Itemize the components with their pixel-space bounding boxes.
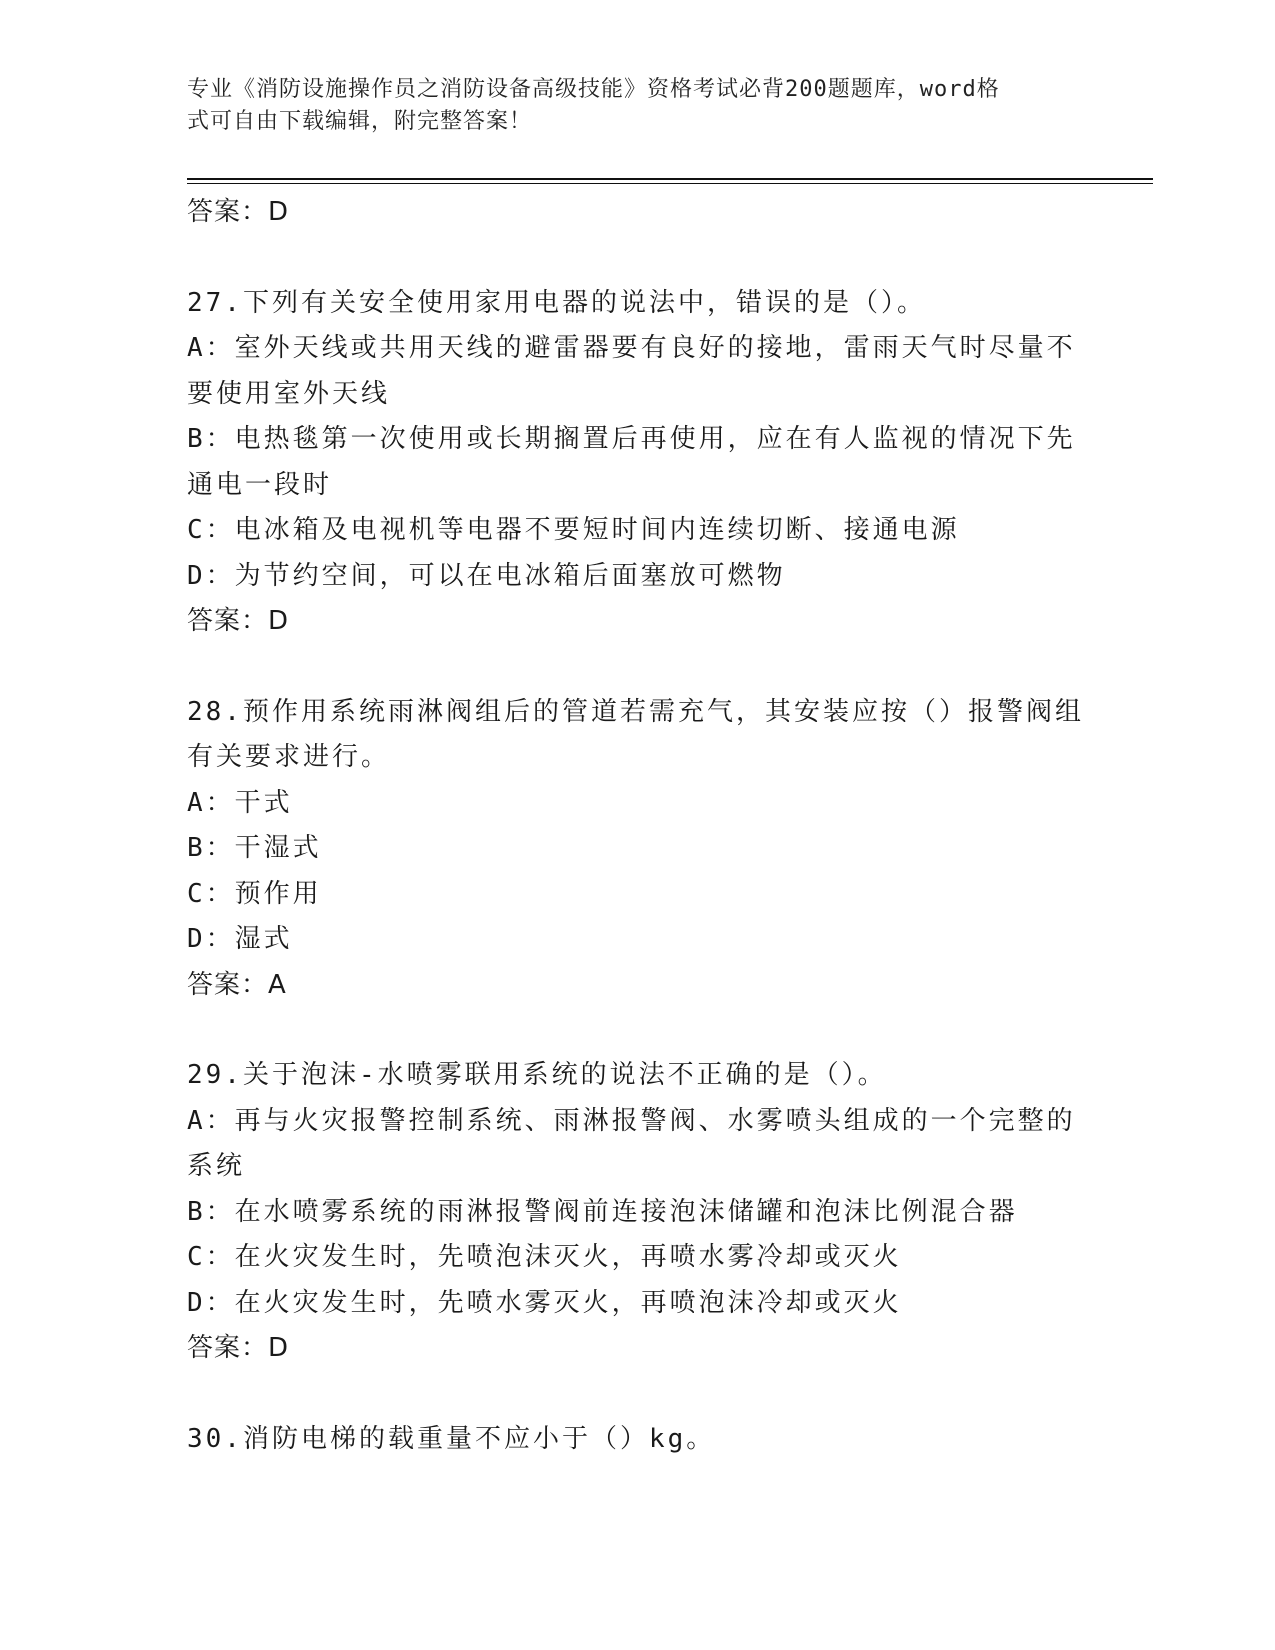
header-line-1: 专业《消防设施操作员之消防设备高级技能》资格考试必背200题题库，word格 bbox=[187, 77, 1000, 102]
option-c: C：预作用 bbox=[187, 878, 322, 909]
spacer bbox=[187, 1008, 1087, 1053]
question-stem: 29.关于泡沫-水喷雾联用系统的说法不正确的是（）。 bbox=[187, 1060, 887, 1090]
question-28 bbox=[187, 690, 1087, 1009]
question-stem: 27.下列有关安全使用家用电器的说法中，错误的是（）。 bbox=[187, 287, 926, 318]
header-line-2: 式可自由下载编辑，附完整答案！ bbox=[187, 109, 533, 134]
question-list bbox=[187, 190, 1087, 1462]
option-d: D：在火灾发生时，先喷水雾灭火，再喷泡沫冷却或灭火 bbox=[187, 1287, 902, 1318]
question-27 bbox=[187, 281, 1087, 645]
question-stem: 28.预作用系统雨淋阀组后的管道若需充气，其安装应按（）报警阀组 bbox=[187, 696, 1084, 727]
question-stem: 30.消防电梯的载重量不应小于（）kg。 bbox=[187, 1423, 716, 1454]
question-stem-continued: 有关要求进行。 bbox=[187, 742, 391, 772]
question-29 bbox=[187, 1053, 1087, 1372]
option-b-continued: 通电一段时 bbox=[187, 469, 333, 500]
option-c: C：电冰箱及电视机等电器不要短时间内连续切断、接通电源 bbox=[187, 515, 960, 545]
option-a-continued: 要使用室外天线 bbox=[187, 378, 391, 409]
option-b: B：干湿式 bbox=[187, 833, 322, 863]
spacer bbox=[187, 1372, 1087, 1417]
header-divider-thin bbox=[187, 183, 1153, 184]
spacer bbox=[187, 236, 1087, 281]
option-b: B：电热毯第一次使用或长期搁置后再使用，应在有人监视的情况下先 bbox=[187, 424, 1076, 454]
answer-line: 答案：D bbox=[187, 606, 290, 636]
answer-line: 答案：A bbox=[187, 969, 287, 1000]
option-c: C：在火灾发生时，先喷泡沫灭火，再喷水雾冷却或灭火 bbox=[187, 1242, 902, 1272]
spacer bbox=[187, 645, 1087, 690]
answer-line: 答案：D bbox=[187, 1333, 290, 1363]
option-a-continued: 系统 bbox=[187, 1151, 246, 1181]
answer-line: 答案：D bbox=[187, 197, 290, 227]
option-a: A：干式 bbox=[187, 787, 293, 818]
option-b: B：在水喷雾系统的雨淋报警阀前连接泡沫储罐和泡沫比例混合器 bbox=[187, 1196, 1018, 1227]
question-30 bbox=[187, 1417, 1087, 1463]
option-d: D：湿式 bbox=[187, 924, 293, 954]
option-a: A：再与火灾报警控制系统、雨淋报警阀、水雾喷头组成的一个完整的 bbox=[187, 1105, 1076, 1136]
header-divider-thick bbox=[187, 178, 1153, 180]
option-d: D：为节约空间，可以在电冰箱后面塞放可燃物 bbox=[187, 560, 786, 591]
option-a: A：室外天线或共用天线的避雷器要有良好的接地，雷雨天气时尽量不 bbox=[187, 333, 1076, 363]
document-header bbox=[187, 74, 1067, 138]
